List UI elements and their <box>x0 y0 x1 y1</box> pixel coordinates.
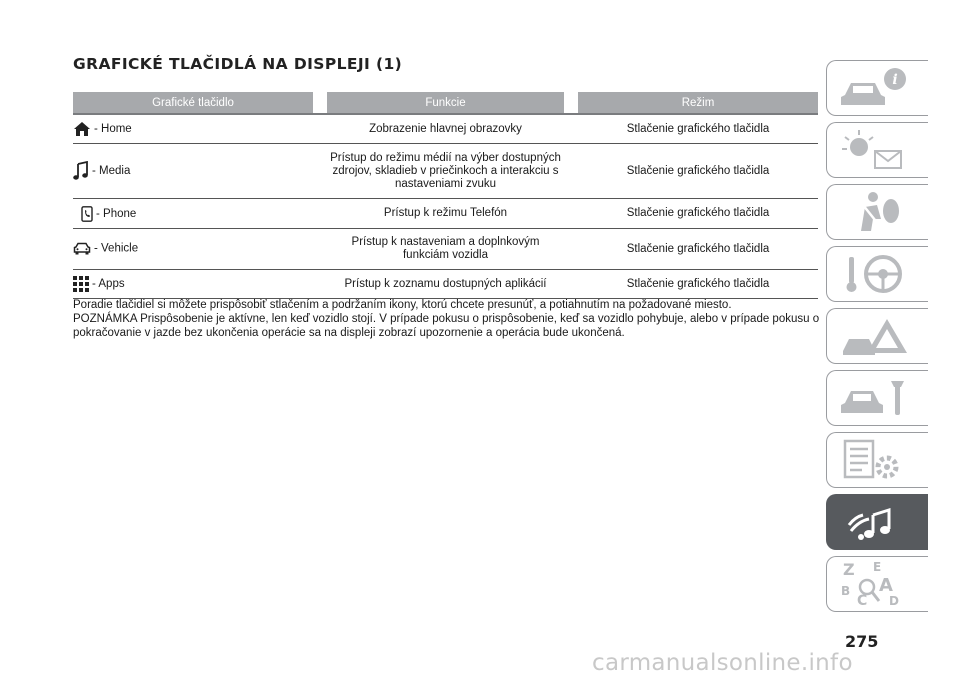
car-icon <box>73 242 91 255</box>
svg-text:A: A <box>879 575 893 596</box>
button-label: - Phone <box>96 207 137 220</box>
function-cell: Prístup k režimu Telefón <box>327 199 564 229</box>
button-label: - Home <box>94 123 132 136</box>
note-reorder: Poradie tlačidiel si môžete prispôsobiť stlačením a podržaním ikony, ktorú chcete presunúť, a potiahnutím na požadované miesto. <box>73 299 732 311</box>
key-steering-wheel-icon <box>837 251 919 297</box>
table-row <box>73 199 818 229</box>
button-label: - Media <box>92 165 131 178</box>
mode-cell: Stlačenie grafického tlačidla <box>578 144 818 199</box>
tab-starting-driving[interactable] <box>826 246 928 302</box>
svg-text:C: C <box>857 593 868 607</box>
function-cell: Prístup do režimu médií na výber dostupných zdrojov, skladieb v priečinkoch a interakciu s nastaveniami zvuku <box>327 144 564 199</box>
multimedia-icon <box>837 499 919 545</box>
function-cell: Zobrazenie hlavnej obrazovky <box>327 114 564 144</box>
button-label: - Vehicle <box>94 242 139 255</box>
button-label: - Apps <box>92 278 125 291</box>
button-cell <box>73 270 313 299</box>
button-cell <box>73 229 313 270</box>
mode-cell: Stlačenie grafického tlačidla <box>578 270 818 299</box>
svg-text:Z: Z <box>843 561 855 579</box>
car-info-icon <box>837 65 919 111</box>
svg-text:D: D <box>889 594 899 607</box>
watermark: carmanualsonline.info <box>592 650 853 676</box>
page-title: GRAFICKÉ TLAČIDLÁ NA DISPLEJI (1) <box>73 55 403 73</box>
phone-icon <box>81 206 93 222</box>
specifications-gear-icon <box>837 437 919 483</box>
apps-grid-icon <box>73 276 89 292</box>
table-row <box>73 144 818 199</box>
alphabetical-index-icon <box>837 561 919 607</box>
button-cell <box>73 114 313 144</box>
tab-maintenance[interactable] <box>826 370 928 426</box>
page-number: 275 <box>845 632 879 651</box>
emergency-triangle-icon <box>837 313 919 359</box>
home-icon <box>73 121 91 137</box>
table-row <box>73 114 818 144</box>
table-header-row <box>73 92 818 114</box>
tab-index[interactable] <box>826 556 928 612</box>
tab-warning-lights[interactable] <box>826 122 928 178</box>
svg-text:B: B <box>841 584 851 598</box>
airbag-seatbelt-icon <box>837 189 919 235</box>
svg-text:E: E <box>873 561 882 574</box>
mode-cell: Stlačenie grafického tlačidla <box>578 114 818 144</box>
warning-lights-icon <box>837 127 919 173</box>
tab-multimedia[interactable] <box>826 494 928 550</box>
tab-car-info[interactable] <box>826 60 928 116</box>
car-maintenance-icon <box>837 375 919 421</box>
header-mode: Režim <box>578 92 818 114</box>
table-row <box>73 270 818 299</box>
function-cell: Prístup k zoznamu dostupných aplikácií <box>327 270 564 299</box>
button-cell <box>73 199 313 229</box>
header-button: Grafické tlačidlo <box>73 92 313 114</box>
music-note-icon <box>73 161 89 181</box>
mode-cell: Stlačenie grafického tlačidla <box>578 229 818 270</box>
notes <box>73 298 823 340</box>
tab-safety[interactable] <box>826 184 928 240</box>
buttons-table <box>73 92 818 299</box>
table-row <box>73 229 818 270</box>
function-cell: Prístup k nastaveniam a doplnkovým funkciám vozidla <box>327 229 564 270</box>
button-cell <box>73 144 313 199</box>
note-warning: POZNÁMKA Prispôsobenie je aktívne, len keď vozidlo stojí. V prípade pokusu o prispôsobenie, keď sa vozidlo pohybuje, alebo v prípade pokusu o pokračovanie v jazde bez ukončenia operácie sa na displeji zobrazí upozornenie a operácia bude ukončená. <box>73 313 820 339</box>
tab-technical-data[interactable] <box>826 432 928 488</box>
tab-emergency[interactable] <box>826 308 928 364</box>
mode-cell: Stlačenie grafického tlačidla <box>578 199 818 229</box>
svg-text:i: i <box>892 72 898 88</box>
header-function: Funkcie <box>327 92 564 114</box>
